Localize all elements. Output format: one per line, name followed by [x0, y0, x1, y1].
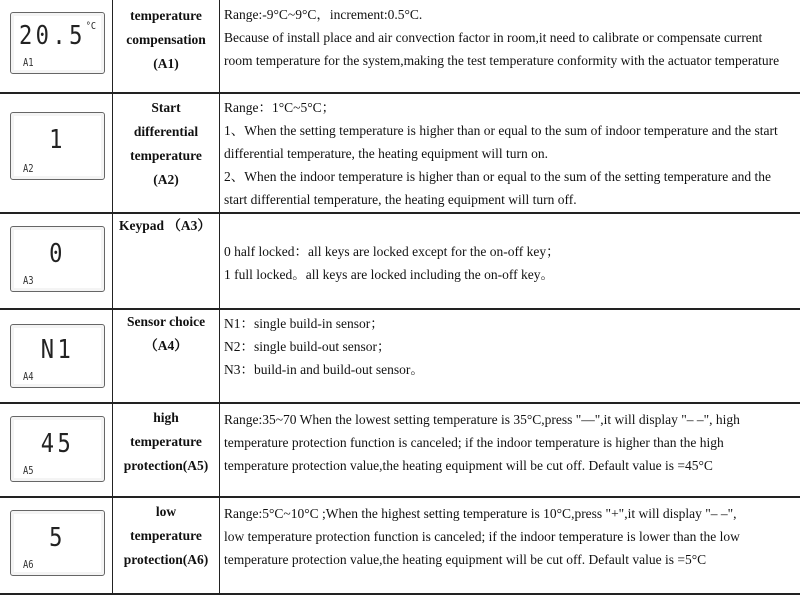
parameter-description: Range:35~70 When the lowest setting temperature is 35°C,press "—",it will display "– –", high temperature protection function is canceled; if the indoor temperature is higher than the high temperature protection value,the heating equipment will be cut off. Default value is =45°C: [224, 412, 740, 473]
lcd-code: A5: [23, 464, 34, 477]
lcd-value: 0: [49, 239, 66, 269]
table-row: [0, 402, 800, 496]
parameter-name: Sensor choice （A4）: [126, 314, 206, 353]
parameter-name: Keypad （A3）: [119, 218, 211, 233]
lcd-cell: [0, 310, 112, 402]
lcd-code: A2: [23, 162, 34, 175]
table-row: [0, 212, 800, 308]
lcd-code: A4: [23, 370, 34, 383]
parameter-name: high temperature protection(A5): [123, 410, 209, 473]
lcd-cell: [0, 404, 112, 496]
lcd-cell: [0, 498, 112, 593]
lcd-code: A1: [23, 56, 34, 69]
parameter-description: Range：1°C~5°C； 1、When the setting temperature is higher than or equal to the sum of indoor temperature and the start differential temperature, the heating equipment will turn on. 2、When the indoor temperature is higher than or equal to the sum of the setting temperature and the start differential temperature, the heating equipment will turn off.: [224, 100, 778, 207]
parameter-name: low temperature protection(A6): [123, 504, 209, 567]
parameter-description: 0 half locked：all keys are locked except for the on-off key； 1 full locked。all keys are locked including the on-off key。: [224, 244, 560, 282]
lcd-value: 5: [49, 523, 66, 553]
table-row: [0, 92, 800, 212]
lcd-unit: °C: [85, 21, 97, 32]
lcd-value: 45: [40, 429, 75, 459]
lcd-cell: [0, 0, 112, 92]
lcd-value: 20.5: [18, 21, 86, 51]
parameter-description: Range:-9°C~9°C，increment:0.5°C. Because of install place and air convection factor in room,it need to calibrate or compensate current room temperature for the system,making the test temperature conformity with the actuator temperature: [224, 7, 780, 68]
lcd-code: A6: [23, 558, 34, 571]
lcd-code: A3: [23, 274, 34, 287]
table-row: [0, 0, 800, 92]
parameter-name: temperature compensation (A1): [126, 8, 206, 71]
lcd-display: [10, 324, 105, 388]
table-row: [0, 496, 800, 595]
lcd-display: [10, 12, 105, 74]
lcd-display: [10, 226, 105, 292]
parameter-name: Start differential temperature (A2): [130, 100, 202, 187]
lcd-display: [10, 112, 105, 180]
lcd-cell: [0, 214, 112, 308]
lcd-value: N1: [40, 335, 75, 365]
lcd-cell: [0, 94, 112, 212]
lcd-display: [10, 510, 105, 576]
lcd-display: [10, 416, 105, 482]
parameter-description: Range:5°C~10°C ;When the highest setting temperature is 10°C,press "+",it will display "– –", low temperature protection function is canceled; if the indoor temperature is lower than the low temperature protection value,the heating equipment will be cut off. Default value is =5°C: [224, 506, 740, 567]
parameter-description: N1：single build-in sensor； N2：single build-out sensor； N3：build-in and build-out sensor。: [224, 316, 424, 377]
lcd-value: 1: [49, 125, 66, 155]
table-row: [0, 308, 800, 402]
